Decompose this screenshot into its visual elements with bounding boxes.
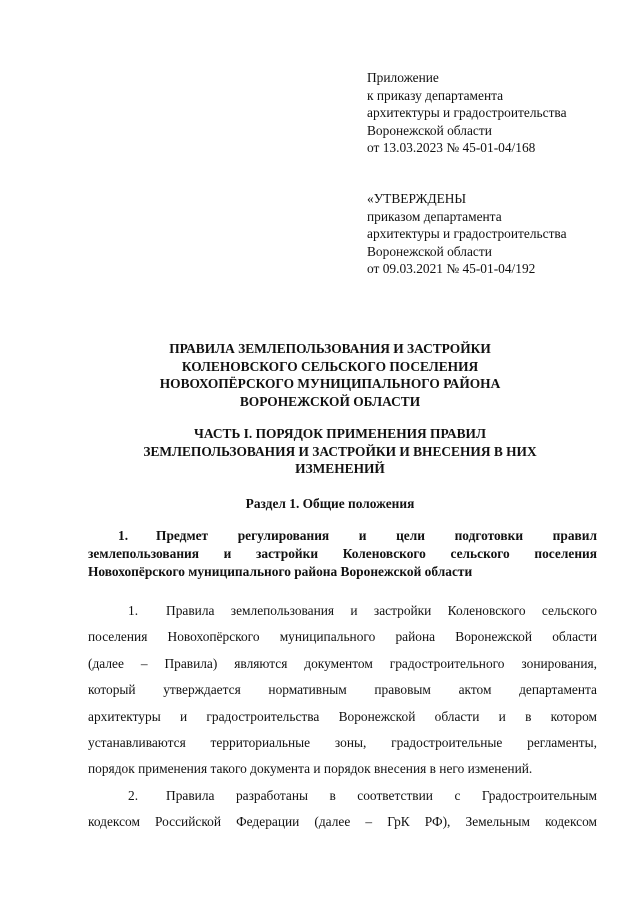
paragraph-line: поселения Новохопёрского муниципального района Воронежской области [88, 629, 597, 645]
section-heading: Раздел 1. Общие положения [245, 496, 415, 511]
paragraph-line [88, 598, 597, 624]
title-line: ПРАВИЛА ЗЕМЛЕПОЛЬЗОВАНИЯ И ЗАСТРОЙКИ [169, 341, 491, 356]
paragraph-line [88, 783, 597, 809]
part-title [100, 425, 580, 478]
paragraph-line: порядок применения такого документа и порядок внесения в него изменений. [88, 761, 533, 777]
part-line: ИЗМЕНЕНИЙ [295, 461, 385, 477]
subject-number: 1. [118, 528, 129, 543]
paragraph-line: устанавливаются территориальные зоны, градостроительные регламенты, [88, 734, 597, 750]
paragraph-text: Правила землепользования и застройки Коленовского сельского [166, 603, 597, 618]
appendix-line: архитектуры и градостроительства [367, 105, 567, 120]
subject-heading [88, 527, 597, 581]
part-line: ЗЕМЛЕПОЛЬЗОВАНИЯ И ЗАСТРОЙКИ И ВНЕСЕНИЯ В НИХ [143, 443, 537, 459]
appendix-line: Воронежской области [367, 122, 492, 138]
appendix-block [367, 69, 617, 157]
paragraph-line: кодексом Российской Федерации (далее – ГрК РФ), Земельным кодексом [88, 814, 597, 830]
approved-line: приказом департамента [367, 208, 502, 224]
appendix-date-line: от 13.03.2023 № 45-01-04/168 [367, 140, 536, 155]
title-line: ВОРОНЕЖСКОЙ ОБЛАСТИ [239, 393, 421, 409]
paragraph-line: (далее – Правила) являются документом градостроительного зонирования, [88, 655, 597, 671]
paragraph-line: который утверждается нормативным правовым актом департамента [88, 682, 597, 698]
subject-line: Новохопёрского муниципального района Воронежской области [88, 564, 473, 579]
approved-line: Воронежской области [367, 243, 492, 259]
paragraph-text: Правила разработаны в соответствии с Градостроительным [166, 787, 597, 803]
document-title [60, 340, 600, 410]
subject-line [88, 527, 597, 545]
paragraph-line: архитектуры и градостроительства Воронежской области и в котором [88, 708, 597, 724]
paragraph-number: 2. [128, 787, 139, 803]
approved-line: архитектуры и градостроительства [367, 226, 567, 241]
appendix-line: к приказу департамента [367, 87, 504, 103]
approved-date-line: от 09.03.2021 № 45-01-04/192 [367, 261, 536, 276]
title-line: НОВОХОПЁРСКОГО МУНИЦИПАЛЬНОГО РАЙОНА [159, 376, 501, 392]
subject-text: Предмет регулирования и цели подготовки правил [156, 528, 597, 543]
paragraph-number: 1. [128, 603, 139, 618]
subject-line: землепользования и застройки Коленовского сельского поселения [88, 546, 597, 561]
part-line: ЧАСТЬ I. ПОРЯДОК ПРИМЕНЕНИЯ ПРАВИЛ [194, 426, 486, 441]
title-line: КОЛЕНОВСКОГО СЕЛЬСКОГО ПОСЕЛЕНИЯ [181, 358, 479, 374]
approved-line: «УТВЕРЖДЕНЫ [367, 191, 467, 206]
body-text [88, 598, 597, 836]
appendix-line: Приложение [367, 70, 439, 85]
approved-block [367, 190, 617, 278]
